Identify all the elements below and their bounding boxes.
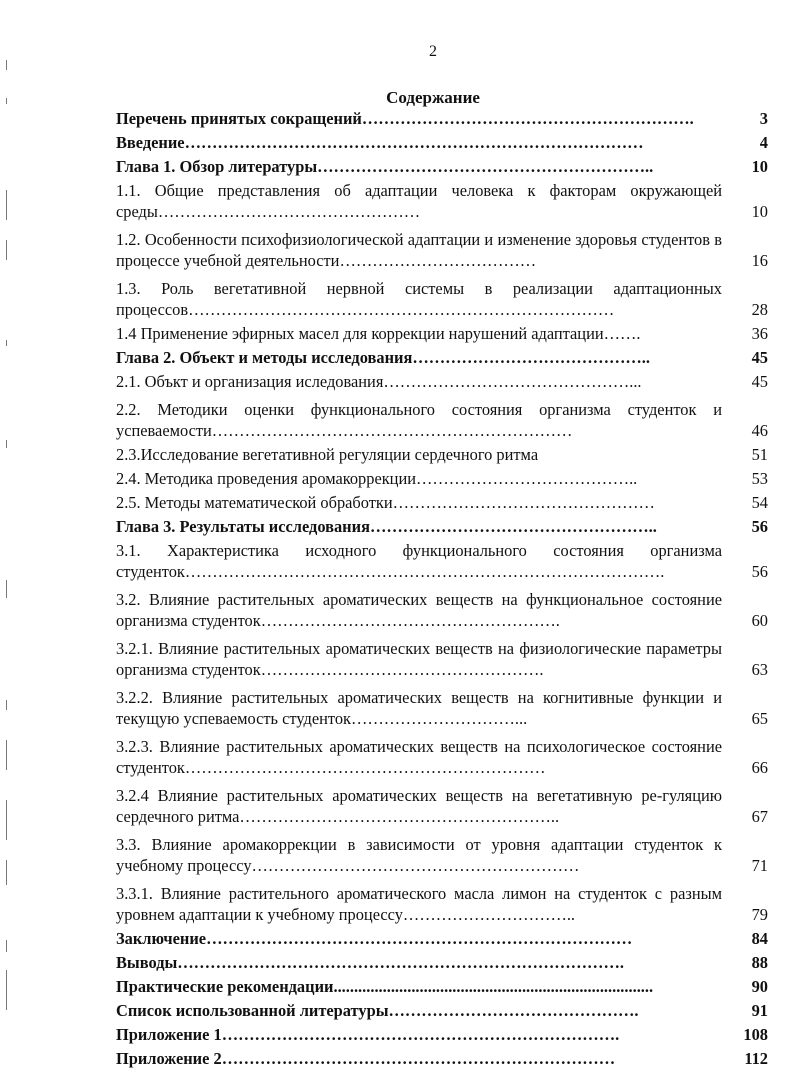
toc-entry-page: 66 — [751, 758, 768, 777]
toc-entry-label: Приложение 1 — [116, 1025, 222, 1044]
toc-entry — [116, 583, 768, 632]
toc-entry-page: 28 — [751, 300, 768, 319]
toc-entry-page: 79 — [751, 905, 768, 924]
toc-entry-label: 3.3. Влияние аромакоррекции в зависимости от уровня адаптации студенток к учебному процессу — [116, 835, 722, 875]
toc-entry-page: 88 — [751, 953, 768, 972]
toc-leader-dots: …………………………... — [350, 709, 528, 728]
toc-entry-page: 71 — [751, 856, 768, 875]
toc-entry-page: 45 — [751, 348, 768, 367]
toc-entry-title — [116, 589, 722, 631]
toc-leader-dots: …………………………………………………… — [251, 856, 580, 875]
toc-entry — [116, 926, 768, 950]
toc-leader-dots: ……………………………………………………………………………. — [184, 562, 665, 581]
toc-leader-dots: ……………………………………………………. — [361, 109, 694, 128]
toc-entry-label: 2.1. Объкт и организация иследования — [116, 372, 384, 391]
toc-entry-label: 2.4. Методика проведения аромакоррекции — [116, 469, 416, 488]
toc-entry-page: 56 — [751, 517, 768, 536]
toc-entry-title — [116, 323, 722, 344]
toc-entry — [116, 974, 768, 998]
toc-entry-title — [116, 785, 722, 827]
toc-entry-label: Перечень принятых сокращений — [116, 109, 362, 128]
toc-entry-label: Приложение 2 — [116, 1049, 222, 1068]
toc-entry — [116, 345, 768, 369]
toc-entry — [116, 393, 768, 442]
toc-leader-dots: .............................................................................. — [333, 977, 654, 996]
toc-entry — [116, 632, 768, 681]
toc-leader-dots: …………………………………………………….. — [317, 157, 654, 176]
toc-leader-dots: …………………………………………………………………… — [206, 929, 633, 948]
toc-leader-dots: ………………………….. — [402, 905, 576, 924]
toc-leader-dots: …………………………………………………………………… — [188, 300, 615, 319]
page-number: 2 — [429, 43, 437, 60]
toc-entry-label: 1.2. Особенности психофизиологической адаптации и изменение здоровья студентов в процессе учебной деятельности — [116, 230, 722, 270]
toc-leader-dots: ……………………………………………………………… — [221, 1049, 616, 1068]
toc-entry-title — [116, 1048, 722, 1069]
toc-entry — [116, 130, 768, 154]
toc-entry-page: 10 — [751, 202, 768, 221]
toc-leader-dots: ……………………………………………. — [260, 660, 544, 679]
toc-leader-dots: ………………………………………………………… — [211, 421, 573, 440]
toc-entry-title — [116, 834, 722, 876]
toc-entry-title — [116, 444, 722, 465]
toc-entry-page: 4 — [759, 133, 768, 152]
toc-entry — [116, 730, 768, 779]
toc-entry-title — [116, 371, 722, 392]
toc-entry-title — [116, 1024, 722, 1045]
toc-entry-label: 3.2.2. Влияние растительных ароматических веществ на когнитивные функции и текущую успеваемость студенток — [116, 688, 722, 728]
toc-entry — [116, 490, 768, 514]
toc-entry — [116, 1046, 768, 1070]
toc-entry-label: Выводы — [116, 953, 178, 972]
toc-entry-label: 2.5. Методы математической обработки — [116, 493, 393, 512]
toc-entry-page: 3 — [759, 109, 768, 128]
toc-entry-label: 3.2.4 Влияние растительных ароматических веществ на вегетативную ре-гуляцию сердечного ритма — [116, 786, 722, 826]
toc-entry — [116, 779, 768, 828]
toc-entry-label: 3.2.1. Влияние растительных ароматических веществ на физиологические параметры организма студенток — [116, 639, 722, 679]
toc-entry-page: 53 — [751, 469, 768, 488]
toc-entry-title — [116, 399, 722, 441]
toc-entry-title — [116, 347, 722, 368]
toc-entry-title — [116, 952, 722, 973]
toc-entry-title — [116, 928, 722, 949]
toc-leader-dots: ………………………………………………….. — [239, 807, 560, 826]
toc-entry-label: Глава 1. Обзор литературы — [116, 157, 318, 176]
toc-leader-dots: ………………………………………………………………………. — [177, 953, 624, 972]
toc-entry-title — [116, 468, 722, 489]
toc-entry-page: 51 — [751, 445, 768, 464]
table-of-contents — [116, 106, 768, 1070]
toc-entry-page: 45 — [751, 372, 768, 391]
toc-leader-dots: ……. — [603, 324, 641, 343]
toc-entry-page: 56 — [751, 562, 768, 581]
toc-entry-title — [116, 736, 722, 778]
toc-entry-label: 3.2. Влияние растительных ароматических веществ на функциональное состояние организма студенток — [116, 590, 722, 630]
toc-entry-label: 2.2. Методики оценки функционального состояния организма студенток и успеваемости — [116, 400, 722, 440]
toc-entry — [116, 178, 768, 223]
toc-leader-dots: ………………………………………… — [392, 493, 655, 512]
toc-entry — [116, 1022, 768, 1046]
toc-leader-dots: ………………………………………………………… — [184, 758, 546, 777]
toc-entry-label: 3.3.1. Влияние растительного ароматического масла лимон на студенток с разным уровнем адаптации к учебному процессу — [116, 884, 722, 924]
toc-entry-label: 1.3. Роль вегетативной нервной системы в реализации адаптационных процессов — [116, 279, 722, 319]
toc-entry-title — [116, 1000, 722, 1021]
toc-entry-page: 65 — [751, 709, 768, 728]
toc-entry — [116, 998, 768, 1022]
toc-entry-label: Список использованной литературы — [116, 1001, 389, 1020]
toc-entry-label: Глава 2. Объект и методы исследования — [116, 348, 413, 367]
toc-entry-label: 1.1. Общие представления об адаптации человека к факторам окружающей среды — [116, 181, 722, 221]
toc-leader-dots: ………………………………….. — [416, 469, 638, 488]
toc-entry-title — [116, 108, 722, 129]
toc-entry-title — [116, 687, 722, 729]
toc-entry — [116, 106, 768, 130]
toc-leader-dots: ………………………………………………………………. — [221, 1025, 620, 1044]
toc-entry-title — [116, 156, 722, 177]
toc-entry — [116, 442, 768, 466]
toc-leader-dots: …………………………………………….. — [369, 517, 657, 536]
toc-entry-title — [116, 492, 722, 513]
scan-margin-marks — [2, 40, 16, 1040]
toc-entry-page: 84 — [751, 929, 768, 948]
toc-entry-page: 54 — [751, 493, 768, 512]
toc-entry-title — [116, 132, 722, 153]
toc-leader-dots: ………………………………………… — [157, 202, 421, 221]
toc-entry-label: 2.3.Исследование вегетативной регуляции сердечного ритма — [116, 445, 539, 464]
toc-entry — [116, 154, 768, 178]
toc-entry-page: 108 — [743, 1025, 768, 1044]
toc-entry-page: 67 — [751, 807, 768, 826]
toc-entry-label: Практические рекомендации — [116, 977, 334, 996]
toc-entry — [116, 514, 768, 538]
toc-entry-page: 36 — [751, 324, 768, 343]
toc-entry — [116, 369, 768, 393]
toc-leader-dots: ………………………………………………. — [260, 611, 560, 630]
toc-entry-label: Введение — [116, 133, 185, 152]
toc-leader-dots: ………………………………………. — [388, 1001, 639, 1020]
toc-leader-dots: ………………………………………... — [383, 372, 642, 391]
toc-entry-title — [116, 180, 722, 222]
toc-entry-page: 10 — [751, 157, 768, 176]
toc-entry — [116, 681, 768, 730]
toc-entry-title — [116, 883, 722, 925]
toc-entry — [116, 538, 768, 583]
toc-entry-label: 3.2.3. Влияние растительных ароматических веществ на психологическое состояние студенток — [116, 737, 722, 777]
toc-entry-title — [116, 278, 722, 320]
toc-entry-title — [116, 516, 722, 537]
toc-entry-label: Глава 3. Результаты исследования — [116, 517, 370, 536]
toc-entry — [116, 321, 768, 345]
toc-entry-label: 1.4 Применение эфирных масел для коррекции нарушений адаптации — [116, 324, 604, 343]
toc-leader-dots: ………………………………………………………………………… — [184, 133, 644, 152]
toc-entry-label: 3.1. Характеристика исходного функционального состояния организма студенток — [116, 541, 722, 581]
toc-entry-page: 112 — [744, 1049, 768, 1068]
toc-entry — [116, 223, 768, 272]
toc-leader-dots: …………………………………….. — [412, 348, 650, 367]
toc-entry — [116, 466, 768, 490]
toc-entry — [116, 877, 768, 926]
toc-entry-title — [116, 540, 722, 582]
toc-entry-title — [116, 638, 722, 680]
toc-title: Содержание — [386, 88, 480, 107]
toc-entry-page: 90 — [751, 977, 768, 996]
toc-entry — [116, 950, 768, 974]
toc-entry-page: 91 — [751, 1001, 768, 1020]
toc-entry-page: 60 — [751, 611, 768, 630]
toc-entry-page: 46 — [751, 421, 768, 440]
toc-entry-title — [116, 229, 722, 271]
toc-leader-dots: ……………………………… — [339, 251, 537, 270]
toc-entry-title — [116, 976, 722, 997]
toc-entry-page: 63 — [751, 660, 768, 679]
toc-entry-label: Заключение — [116, 929, 207, 948]
toc-entry — [116, 828, 768, 877]
toc-entry — [116, 272, 768, 321]
toc-entry-page: 16 — [751, 251, 768, 270]
